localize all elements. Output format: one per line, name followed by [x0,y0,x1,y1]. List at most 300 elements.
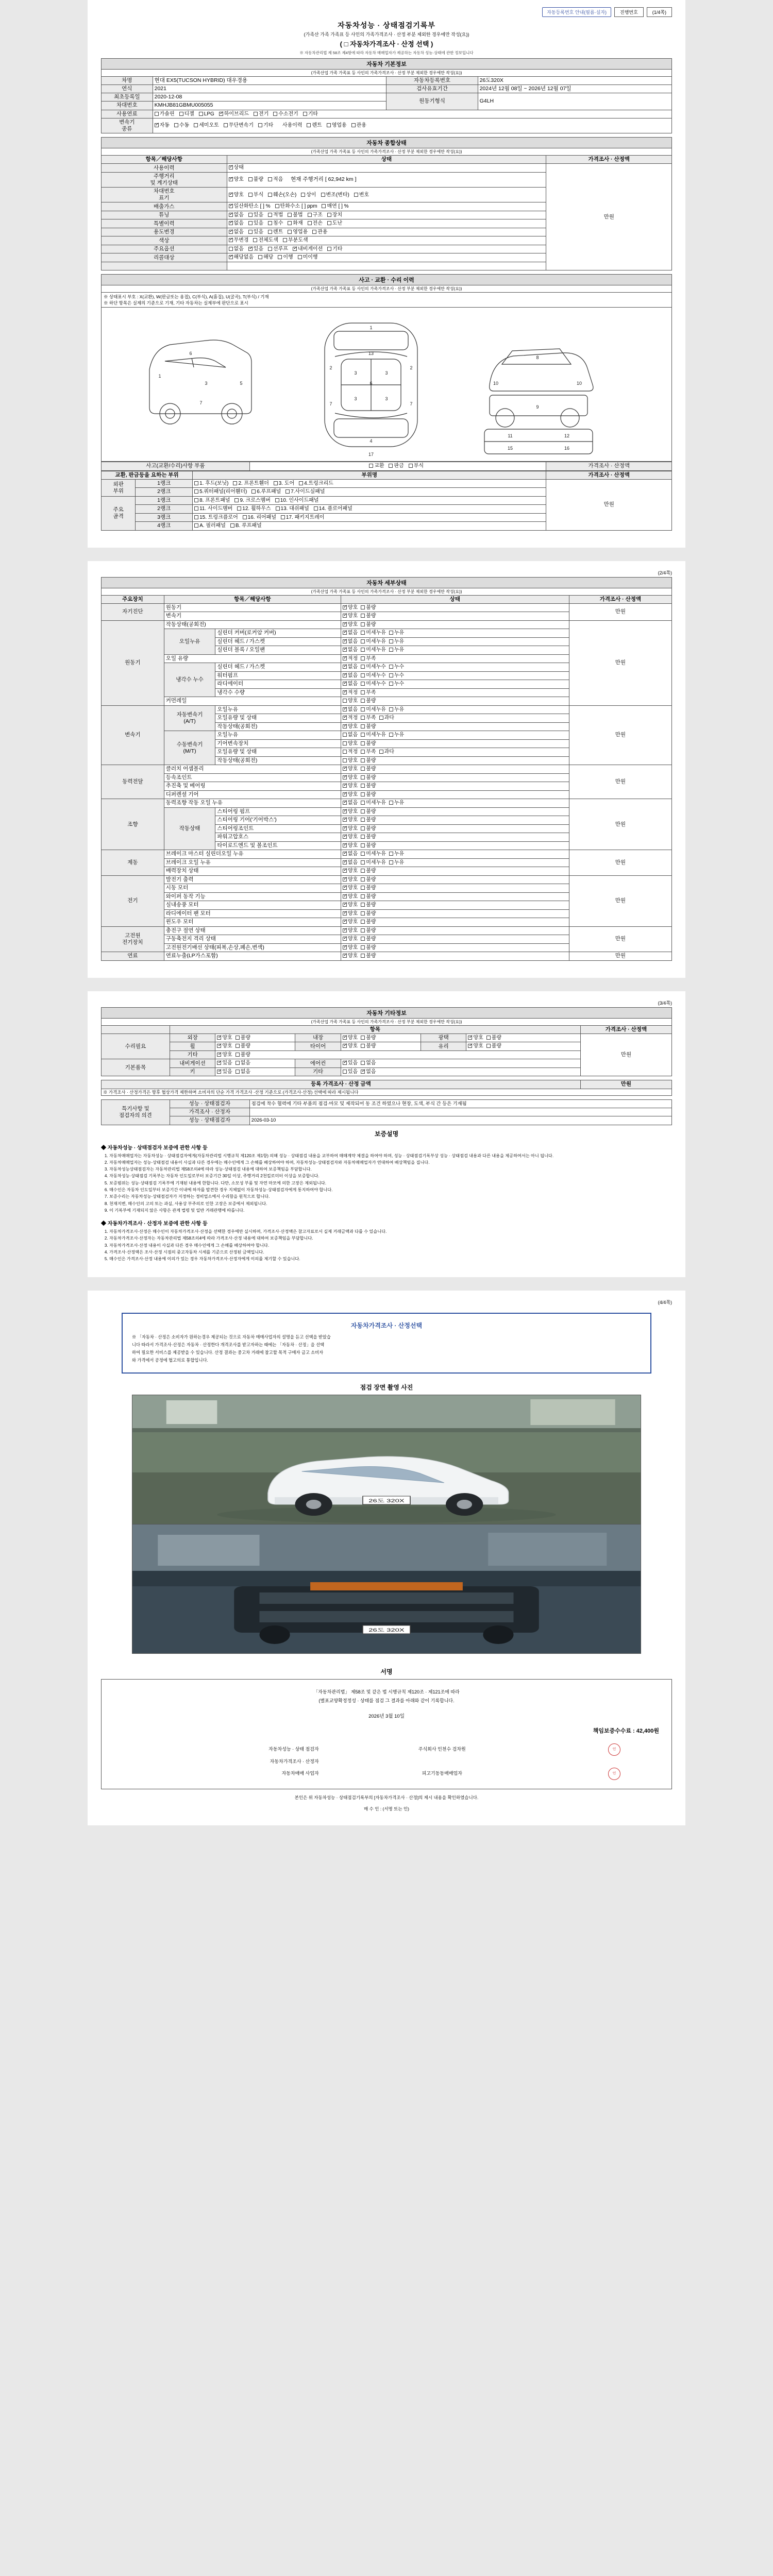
frame-rank-3-items[interactable]: 15. 트렁크플로어 16. 리어패널 17. 패키지트레이 [193,513,546,522]
row-color-value[interactable]: ✓ 무변경 전체도색 부분도색 [227,236,546,245]
signature-row [109,1742,664,1757]
remarks-row-3-value: 2026-03-10 [249,1116,671,1125]
status-oil-level[interactable]: ✓ 적정 부족 [341,654,569,663]
mileage-value: 현재 주행거리 [ 62,942 km ] [291,176,357,183]
status-polish[interactable]: ✓ 양호 불량 [466,1033,580,1042]
svg-text:7: 7 [410,401,413,406]
status-charging-port[interactable]: ✓ 양호 불량 [341,926,569,935]
status-rocker-cover[interactable]: ✓ 없음 미세누유 누유 [341,629,569,638]
status-power-hose[interactable]: ✓ 양호 불량 [341,833,569,842]
label-key: 키 [170,1067,215,1076]
label-etc-repair: 기타 [170,1050,215,1059]
use-business[interactable]: 영업용 [327,123,347,129]
notice-line: 와 가격에서 공정에 협고의로 통합입니다. [132,1358,208,1363]
price-fuel: 만원 [569,952,671,961]
detail-col-item: 항목／해당사항 [164,595,341,603]
value-first-reg: 2020-12-08 [153,93,386,101]
page-3 [88,991,685,1277]
group-powertrain: 동력전달 [102,765,164,799]
status-wheel[interactable]: ✓ 양호 불량 [215,1042,295,1051]
terms-block [101,1129,672,1263]
accident-legend-table [101,462,672,471]
row-special-history-value[interactable]: ✓ 없음 있음 침수 화재 전손 도난 [227,219,546,228]
status-head-gasket[interactable]: ✓ 없음 미세누유 누유 [341,637,569,646]
svg-text:3: 3 [205,381,208,386]
sub-rocker-cover: 실린더 커버(로커암 커버) [215,629,341,638]
remarks-row-3-label: 성능 · 상태점검자 [170,1116,249,1125]
page-title: 자동차성능 · 상태점검기록부 [338,21,435,29]
other-price-cell: 만원 [580,1033,671,1076]
price-survey-option-title: ( □ 자동차가격조사 · 산정 선택 ) [340,40,433,48]
item-hv-wiring: 고전원전기배선 상태(피복,손상,폐손,변색) [164,943,341,952]
terms-item: 1. 자동차가격조사·산정은 매수인이 자동차가격조사·산정을 선택한 경우에만 실시하며, 가격조사·산정액은 참고자료로서 실제 거래금액과 다를 수 있습니다. [109,1229,672,1235]
page-header-controls [101,7,672,17]
status-exterior[interactable]: ✓ 양호 불량 [215,1033,295,1042]
row-options-value[interactable]: 없음 ✓ 있음 선루프 ✓ 내비게이션 기타 [227,245,546,253]
group-brake: 제동 [102,850,164,876]
fuel-electric[interactable]: 전기 [254,111,268,118]
row-tuning-label: 튜닝 [102,211,227,219]
photo-section-title: 점검 장면 촬영 사진 [360,1383,413,1391]
svg-text:9: 9 [536,404,539,410]
label-first-reg: 최초등록일 [102,93,153,101]
svg-text:16: 16 [564,446,570,451]
status-interior[interactable]: ✓ 양호 불량 [341,1033,421,1042]
status-coolant-level[interactable]: ✓ 적정 부족 [341,688,569,697]
item-coolant-leak: 냉각수 누수 [164,663,215,697]
item-battery-isolation: 구동축전지 격리 상태 [164,935,341,944]
status-navigation[interactable]: ✓ 있음 없음 [215,1059,295,1068]
trans-auto[interactable]: ✓자동 [155,123,170,129]
status-water-pump[interactable]: ✓ 없음 미세누수 누수 [341,671,569,680]
page-number-box: (1/4쪽) [647,7,672,17]
photo-frame-1 [132,1395,641,1524]
frame-rank-1-items[interactable]: 8. 프론트패널 9. 크로스멤버 10. 인사이드패널 [193,496,546,505]
signature-line-2: (별표교양확정정성 · 상태를 점검 그 결과를 아래와 같이 기록합니다. [318,1698,455,1704]
use-rent[interactable]: 렌트 [307,123,322,129]
legend-price-head: 가격조사 · 산정액 [546,462,672,471]
signer-org-appraiser [320,1757,564,1766]
value-plate-no: 26도320X [478,77,671,85]
sub-block-oilpan: 실린더 블록 / 오일팬 [215,646,341,655]
svg-text:3: 3 [385,396,388,401]
fuel-hydrogen[interactable]: 수소전기 [273,111,298,118]
frame-rank-4-items[interactable]: A. 필러패널 B. 루프패널 [193,522,546,531]
outer-rank-1-items[interactable]: 1. 후드(보닛) 2. 프론트휀더 3. 도어 4.트렁크리드 [193,479,546,488]
row-special-history-label: 특별이력 [102,219,227,228]
fuel-diesel[interactable]: 디젤 [179,111,194,118]
label-engine-type: 원동기형식 [386,93,478,110]
col-status: 상태 [227,156,546,164]
status-tie-rod[interactable]: ✓ 양호 불량 [341,841,569,850]
inspection-fee: 책임보증수수료 : 42,400원 [593,1727,659,1734]
terms-item: 2. 자동차매매업자는 성능·상태점검 내용이 사실과 다른 경우에는 매수인에게 그 손해를 배상하여야 하며, 자동차성능·상태점검자와 자동차매매업자가 연대하여 배상책임을 집니다. [109,1160,672,1166]
svg-text:7: 7 [199,400,203,405]
registration-stamp: 자동등록번호 안내(필름·실자) [542,7,611,17]
item-differential: 디퍼렌셜 기어 [164,790,341,799]
status-mt-gear[interactable]: 양호 불량 [341,739,569,748]
signer-label-dealer: 자동차매매 사업자 [281,1771,319,1776]
row-extra-value [227,262,546,270]
fuel-etc[interactable]: 기타 [303,111,318,118]
group-electric: 전기 [102,875,164,926]
sub-radiator: 라디에이터 [215,680,341,689]
status-wiper[interactable]: ✓ 양호 불량 [341,892,569,901]
status-glass[interactable]: ✓ 양호 불량 [466,1042,580,1051]
sub-tie-rod: 타이로드엔드 및 볼조인트 [215,841,341,850]
frame-rank-3: 3랭크 [136,513,193,522]
item-wiper: 와이퍼 동작 기능 [164,892,341,901]
terms-item: 2. 자동차가격조사·산정자는 자동차관리법 제58조의4에 따라 가격조사·산정 내용에 대하여 보증책임을 부담합니다. [109,1235,672,1242]
row-emission-value[interactable]: ✓ 일산화탄소 [ ] % 탄화수소 [ ] ppm 매연 [ ] % [227,202,546,211]
status-mt-level[interactable]: 적정 부족 과다 [341,748,569,757]
item-blower-motor: 실내송풍 모터 [164,901,341,910]
terms-item: 6. 매수인은 자동차 인도일부터 보증기간 이내에 하자를 발견한 경우 지체없이 자동차성능·상태점검자에게 통지하여야 합니다. [109,1187,672,1193]
status-aircon[interactable]: ✓ 있음 없음 [341,1059,580,1068]
status-at-level[interactable]: ✓ 적정 부족 과다 [341,714,569,723]
accident-parts-table [101,471,672,531]
sub-at-idle: 작동상태(공회전) [215,722,341,731]
status-clutch[interactable]: ✓ 양호 불량 [341,765,569,774]
price-steering: 만원 [569,799,671,850]
overall-price-cell: 만원 [546,164,672,270]
signer-org-dealer: 피고기동동매매업자 [422,1771,462,1776]
status-window-motor[interactable]: ✓ 양호 불량 [341,918,569,927]
outer-panel-label: 외판 부위 [102,479,136,496]
terms-heading-1: ◆ 자동차성능 · 상태점검자 보증에 관한 사항 등 [101,1145,208,1151]
svg-text:3: 3 [354,396,357,401]
row-recall-value[interactable]: ✓ 해당없음 해당 이행 미이행 [227,253,546,262]
trans-etc[interactable]: 기타 [258,123,273,129]
svg-text:3: 3 [385,370,388,376]
detail-state-title: 자동차 세부상태 [101,577,672,588]
detail-col-device: 주요장치 [102,595,164,603]
status-common-rail[interactable]: 양호 불량 [341,697,569,706]
remarks-row-2-label: 가격조사 · 산정자 [170,1108,249,1116]
accident-title: 사고 · 교환 · 수리 이력 [101,274,672,285]
seal-inspector [564,1742,664,1757]
fuel-gasoline[interactable]: 가솔린 [155,111,175,118]
remarks-row-2-value [249,1108,671,1116]
page-subtitle: (가족산 가족 가족표 등 사인의 가족가격조사 · 산정 부분 제외한 경우에만 작성(요)) [304,32,469,37]
sub-power-hose: 파워고압호스 [215,833,341,842]
status-engine-diag[interactable]: ✓ 양호 불량 [341,603,569,612]
price-powertrain: 만원 [569,765,671,799]
photo-frame-2 [132,1524,641,1654]
page-4-number: (4/4쪽) [658,1299,672,1305]
overall-state-table [101,155,672,270]
group-steering: 조향 [102,799,164,850]
svg-text:2: 2 [410,365,413,370]
label-inspection-period: 검사유효기간 [386,85,478,93]
svg-text:12: 12 [564,433,570,438]
remarks-table [101,1099,672,1125]
svg-text:2: 2 [329,365,332,370]
label-glass: 유리 [421,1042,466,1051]
status-starter[interactable]: ✓ 양호 불량 [341,884,569,893]
frame-rank-2-items[interactable]: 11. 사이드멤버 12. 휠하우스 13. 대쉬패널 14. 플로어패널 [193,505,546,514]
status-steering-gear[interactable]: ✓ 양호 불량 [341,816,569,825]
status-mt-leak[interactable]: 없음 미세누유 누유 [341,731,569,740]
terms-item: 5. 보증범위는 성능·상태점검 기록부에 기재된 내용에 한합니다. 다만, 소모성 부품 및 자연 마모에 의한 고장은 제외됩니다. [109,1180,672,1187]
plate-number-rear: 26도 320X [368,1627,405,1633]
page-1 [88,0,685,548]
status-differential[interactable]: ✓ 양호 불량 [341,790,569,799]
status-trans-diag[interactable]: ✓ 양호 불량 [341,612,569,621]
svg-text:1: 1 [158,374,161,379]
transmission-options [153,118,671,133]
signature-row [109,1766,664,1782]
other-info-section [101,1007,672,1077]
status-radiator[interactable]: ✓ 없음 미세누수 누수 [341,680,569,689]
terms-heading-2: ◆ 자동차가격조사 · 산정자 보증에 관한 사항 등 [101,1221,208,1227]
price-transmission: 만원 [569,705,671,765]
other-col-price: 가격조사 · 산정액 [580,1025,671,1033]
item-fuel-leak: 연료누출(LP가스포함) [164,952,341,961]
status-fuel-leak[interactable]: ✓ 양호 불량 [341,952,569,961]
sub-mt-level: 오일유량 및 상태 [215,748,341,757]
legal-note: ※ 자동차관리법 제 58조 제4항에 따라 자동차 매매업자가 제공하는 자동차 성능·상태에 관한 정보입니다 [299,50,474,55]
other-col-blank [102,1025,170,1033]
price-result-table [101,1080,672,1096]
terms-title: 보증설명 [374,1130,399,1138]
svg-text:7: 7 [329,401,332,406]
trans-semiauto[interactable]: 세미오토 [194,123,219,129]
remarks-row-1-value: 점검에 착수 협력에 기타 부품의 점검·마모 및 제작되어 동 조건 하였으나 현장, 도색, 부식 간 등은 기재됨 [249,1100,671,1108]
signature-line-1: 「자동차관리법」 제58조 및 같은 법 시행규칙 제120조 · 제121조에 따라 [313,1689,460,1694]
signature-body [101,1679,672,1789]
fuel-hybrid[interactable]: ✓ 하이브리드 [219,111,249,118]
use-gov[interactable]: 관용 [351,123,366,129]
label-vin: 차대번호 [102,101,153,110]
outer-rank-2: 2랭크 [136,488,193,497]
item-cv-joint: 등속조인트 [164,773,341,782]
item-common-rail: 커먼레일 [164,697,341,706]
label-etc-items: 기타 [295,1067,341,1076]
accident-subtitle: (가족산업 가족 가족표 등 사인의 가족가격조사 · 산정 부분 제외한 경우에만 작성(요)) [101,285,672,292]
terms-list-2 [109,1229,672,1262]
svg-text:10: 10 [576,381,582,386]
status-battery-isolation[interactable]: ✓ 양호 불량 [341,935,569,944]
label-aircon: 에어컨 [295,1059,341,1068]
svg-text:17: 17 [368,452,374,457]
seal-icon: 인 [608,1743,620,1756]
status-mt-idle[interactable]: 양호 불량 [341,756,569,765]
seal-appraiser [564,1757,664,1766]
status-etc-items[interactable]: 있음 ✓ 없음 [341,1067,580,1076]
svg-text:6: 6 [189,351,192,356]
detail-col-status: 상태 [341,595,569,603]
price-result-title: 등록 가격조사 · 산정 금액 [102,1080,581,1089]
status-at-idle[interactable]: ✓ 양호 불량 [341,722,569,731]
sub-coolant-level: 냉각수 수량 [215,688,341,697]
terms-item: 4. 가격조사·산정액은 조사·산정 시점의 중고자동차 시세를 기준으로 산정된 금액입니다. [109,1249,672,1256]
detail-col-price: 가격조사 · 산정액 [569,595,671,603]
remarks-label: 특기사항 및 점검자의 의견 [102,1100,170,1125]
status-master-cylinder[interactable]: ✓ 없음 미세누유 누유 [341,850,569,859]
notice-line: 하여 필요한 서비스를 제공받을 수 있습니다. 산정 결과는 중고차 거래에 참고할 목적 구매자 금고 소비자 [132,1350,324,1355]
status-etc-repair[interactable]: ✓ 양호 불량 [215,1050,581,1059]
status-propeller-shaft[interactable]: ✓ 양호 불량 [341,782,569,791]
svg-text:4: 4 [369,438,373,444]
plate-number-front: 26도 320X [368,1498,405,1503]
page-3-number: (3/4쪽) [658,1000,672,1006]
price-result-unit: 만원 [580,1080,671,1089]
item-brake-oil: 브레이크 오일 누유 [164,858,341,867]
remarks-section [101,1099,672,1125]
label-wheel: 휠 [170,1042,215,1051]
svg-text:3: 3 [354,370,357,376]
legend-values[interactable]: 교환 판금 부식 [249,462,546,471]
use-history-label: 사용이력 [282,123,303,129]
terms-item: 4. 자동차성능·상태점검 기록부는 자동차 인도일로부터 보증기간 30일 이상, 주행거리 2천킬로미터 이상을 보증합니다. [109,1173,672,1179]
row-tuning-value[interactable]: ✓ 없음 있음 적법 불법 구조 장치 [227,211,546,219]
label-plate-no: 자동차등록번호 [386,77,478,85]
value-engine-type: G4LH [478,93,671,110]
status-blower-motor[interactable]: ✓ 양호 불량 [341,901,569,910]
price-engine: 만원 [569,620,671,705]
status-alternator[interactable]: ✓ 양호 불량 [341,875,569,884]
buyer-confirmation-note: 본인은 위 자동차성능 · 상태점검기록부의 [자동차가격조사 · 산정]의 제시 내용을 확인하였습니다. [294,1794,479,1800]
overall-state-subtitle: (가족산업 가족 가족표 등 사인의 가족가격조사 · 산정 부분 제외한 경우에만 작성(요)) [101,148,672,155]
svg-text:11: 11 [508,433,513,438]
other-info-subtitle: (가족산업 가족 가족표 등 사인의 가족가격조사 · 산정 부분 제외한 경우에만 작성(요)) [101,1018,672,1025]
svg-text:6: 6 [369,381,373,386]
value-year: 2021 [153,85,386,93]
status-steering-pump[interactable]: ✓ 양호 불량 [341,807,569,816]
signature-row [109,1757,664,1766]
car-diagram-svg [129,308,644,460]
status-engine-idle[interactable]: ✓ 양호 불량 [341,620,569,629]
signer-label-inspector: 자동차성능 · 상태 점검자 [268,1746,319,1752]
col-price: 가격조사 · 산정액 [546,156,672,164]
row-vin-value[interactable]: ✓양호 부식 훼손(오손) 상이 변조(변타) 변호 [227,188,546,202]
outer-rank-2-items[interactable]: 5.쿼터패널(리어휀더) 6.루프패널 7.사이드실패널 [193,488,546,497]
remarks-row-1-label: 성능 · 상태점검자 [170,1100,249,1108]
frame-rank-1: 1랭크 [136,496,193,505]
sub-at-leak: 오일누유 [215,705,341,714]
terms-item: 8. 천재지변, 매수인의 고의 또는 과실, 사용상 부주의로 인한 고장은 보증에서 제외됩니다. [109,1201,672,1207]
other-info-title: 자동차 기타정보 [101,1007,672,1018]
buyer-signature-line: 매 수 인 : (서명 또는 인) [364,1806,409,1811]
sub-steering-joint: 스티어링조인트 [215,824,341,833]
signature-title: 서명 [380,1668,393,1675]
status-block-oilpan[interactable]: ✓ 없음 미세누유 누유 [341,646,569,655]
status-booster[interactable]: ✓ 양호 불량 [341,867,569,876]
inspection-photo-underbody [132,1524,641,1653]
status-brake-oil[interactable]: ✓ 없음 미세누유 누유 [341,858,569,867]
trans-cvt[interactable]: 무단변속기 [224,123,254,129]
row-use-history-label: 사용이력 [102,164,227,173]
status-coolant-headgasket[interactable]: ✓ 없음 미세누수 누수 [341,663,569,672]
status-at-leak[interactable]: ✓ 없음 미세누유 누유 [341,705,569,714]
status-key[interactable]: ✓ 있음 없음 [215,1067,295,1076]
sub-head-gasket: 실린더 헤드 / 가스켓 [215,637,341,646]
price-high-voltage: 만원 [569,926,671,952]
svg-text:15: 15 [507,446,513,451]
col-item: 항목／해당사항 [102,156,227,164]
terms-item: 5. 매수인은 가격조사·산정 내용에 이의가 있는 경우 자동차가격조사·산정자에게 이의를 제기할 수 있습니다. [109,1256,672,1262]
frame-rank-4: 4랭크 [136,522,193,531]
status-hv-wiring[interactable]: ✓ 양호 불량 [341,943,569,952]
label-exterior: 외장 [170,1033,215,1042]
label-interior: 내장 [295,1033,341,1042]
row-use-history-value[interactable]: ✓ 상태 [227,164,546,173]
parts-head-name: 부위명 [193,471,546,479]
accident-section [101,274,672,531]
page-2-number: (2/4쪽) [658,570,672,575]
detail-state-section [101,577,672,961]
seal-icon: 인 [608,1768,620,1780]
item-propeller-shaft: 추진축 및 베어링 [164,782,341,791]
fuel-lpg[interactable]: LPG [199,111,214,118]
status-steering-oil[interactable]: ✓ 없음 미세누유 누유 [341,799,569,808]
item-radiator-fan: 라디에이터 팬 모터 [164,909,341,918]
price-survey-notice-title: 자동차가격조사 · 산정선택 [350,1321,423,1329]
row-mileage-label: 주행거리 및 계기상태 [102,172,227,187]
parts-head-price: 가격조사 · 산정액 [546,471,672,479]
item-trans-diag: 변속기 [164,612,341,621]
seal-dealer [564,1766,664,1782]
status-cv-joint[interactable]: ✓ 양호 불량 [341,773,569,782]
car-diagram [101,307,672,462]
terms-item: 7. 보증수리는 자동차성능·상태점검자가 지정하는 정비업소에서 수리함을 원칙으로 합니다. [109,1194,672,1200]
frame-rank-2: 2랭크 [136,505,193,514]
label-car-name: 차명 [102,77,153,85]
accident-note-1: ※ 상태표시 부호 : X(교환), W(판금또는 용접), C(부식), A(흠집), U(굴곡), T(부식) / 기재 [104,294,269,299]
svg-text:10: 10 [493,381,499,386]
signature-rows-table [109,1742,664,1782]
svg-text:1: 1 [369,325,373,330]
basic-info-subtitle: (가족산업 가족 가족표 등 사인의 가족가격조사 · 산정 부분 제외한 경우에만 작성(요)) [101,69,672,76]
row-recall-label: 리콜대상 [102,253,227,262]
status-steering-joint[interactable]: ✓ 양호 불량 [341,824,569,833]
svg-text:5: 5 [240,381,243,386]
sub-at-level: 오일유량 및 상태 [215,714,341,723]
trans-manual[interactable]: 수동 [174,123,189,129]
page-2 [88,561,685,978]
row-usage-change-value[interactable]: ✓ 없음 있음 렌트 영업용 관용 [227,228,546,236]
price-result-section [101,1080,672,1096]
terms-item: 1. 자동차매매업자는 자동차성능 · 상태점검자에게(자동차관리법 시행규칙 제120조 제1항) 의해 성능 · 상태점검 내용을 교부하여 매매계약 체결을 하여야 하며, 성능 · 상태점검기록부상 성능 · 상태점검 내용과 다른 내용을 제공하여서는 아니 됩니다. [109,1153,672,1159]
signature-date: 2026년 3월 10일 [368,1713,405,1719]
item-oil-level: 오일 유량 [164,654,341,663]
item-manual-trans: 수동변속기 (M/T) [164,731,215,765]
label-transmission: 변속기 종류 [102,118,153,133]
outer-rank-1: 1랭크 [136,479,193,488]
group-fuel: 연료 [102,952,164,961]
value-inspection-period: 2024년 12월 08일 ~ 2026년 12월 07일 [478,85,671,93]
row-mileage-value[interactable]: ✓양호 불량 적음 현재 주행거리 [ 62,942 km ] [227,172,546,187]
value-vin: KMHJB81GBMU005055 [153,101,386,110]
terms-item: 3. 자동차성능상태점검자는 자동차관리법 제58조의4에 따라 성능·상태점검 내용에 대하여 보증책임을 부담합니다. [109,1166,672,1173]
status-radiator-fan[interactable]: ✓ 양호 불량 [341,909,569,918]
item-engine-diag: 원동기 [164,603,341,612]
item-auto-trans: 자동변속기 (A/T) [164,705,215,731]
status-tire[interactable]: ✓ 양호 불량 [341,1042,421,1051]
other-info-table [101,1025,672,1077]
value-car-name: 현대 EX5(TUCSON HYBRID) 대우경용 [153,77,386,85]
svg-text:13: 13 [368,351,374,356]
sub-steering-pump: 스티어링 펌프 [215,807,341,816]
signer-org-inspector: 주식회사 인천수 검차원 [418,1746,466,1752]
sub-mt-leak: 오일누유 [215,731,341,740]
label-fuel: 사용연료 [102,110,153,118]
price-electric: 만원 [569,875,671,926]
overall-state-section [101,137,672,270]
basic-info-section [101,58,672,133]
label-year: 연식 [102,85,153,93]
